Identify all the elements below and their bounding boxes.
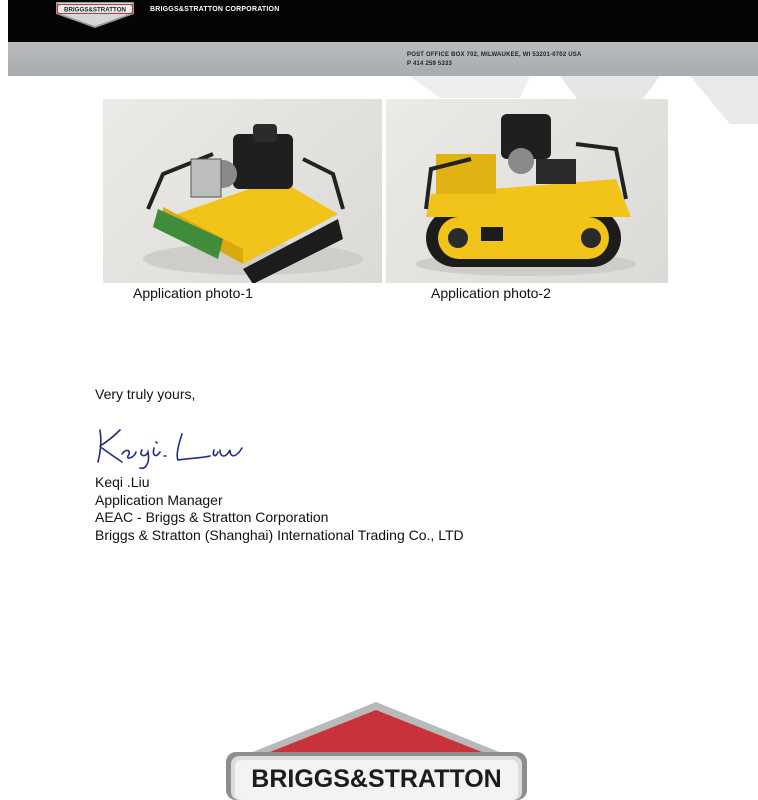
closing-salutation: Very truly yours,: [95, 386, 196, 402]
header-logo-text: BRIGGS&STRATTON: [64, 6, 126, 14]
signer-title: Application Manager: [95, 491, 223, 508]
corporation-name: BRIGGS&STRATTON CORPORATION: [150, 6, 280, 13]
signer-organization: AEAC - Briggs & Stratton Corporation: [95, 509, 329, 525]
briggs-stratton-footer-logo: [224, 700, 529, 800]
application-photo-2: [386, 99, 668, 283]
phone-line: P 414 259 5333: [407, 61, 453, 67]
tracked-mower-image-2: [386, 99, 668, 283]
briggs-stratton-header-logo: [52, 0, 138, 30]
photo-caption-1: Application photo-1: [133, 285, 253, 301]
signature-block: [95, 474, 464, 544]
address-band: [8, 42, 758, 76]
application-photo-1: [103, 99, 382, 283]
signer-name: Keqi .Liu: [95, 474, 150, 490]
handwritten-signature: [92, 422, 257, 470]
footer-logo-text: BRIGGS&STRATTON: [251, 765, 502, 793]
address-line: POST OFFICE BOX 702, MILWAUKEE, WI 53201-0702 USA: [407, 52, 582, 58]
photo-caption-2: Application photo-2: [431, 285, 551, 301]
tracked-mower-image-1: [103, 99, 382, 283]
signer-company: Briggs & Stratton (Shanghai) International Trading Co., LTD: [95, 526, 464, 543]
